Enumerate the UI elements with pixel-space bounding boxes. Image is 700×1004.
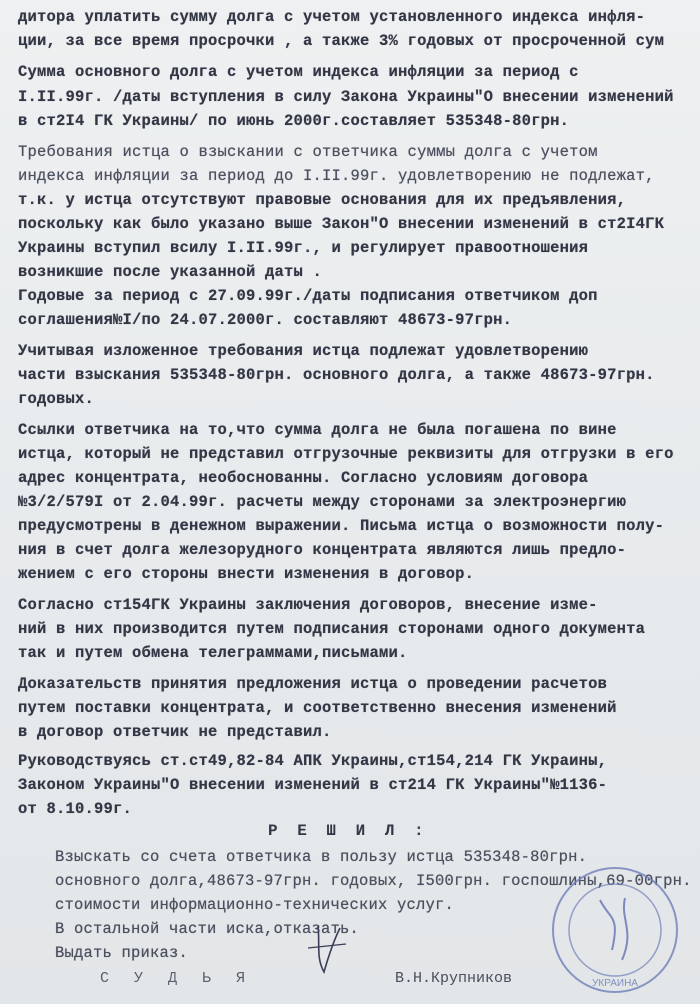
text-line: Сумма основного долга с учетом индекса инфляции за период с: [18, 63, 579, 81]
text-line: Ссылки ответчика на то,что сумма долга не была погашена по вине: [18, 421, 617, 439]
text-line: от 8.10.99г.: [18, 800, 133, 818]
text-line: Доказательств принятия предложения истца о проведении расчетов: [18, 675, 608, 693]
text-line: т.к. у истца отсутствуют правовые основания для их предъявления,: [18, 191, 627, 209]
resolved-heading: Р Е Ш И Л :: [268, 822, 429, 840]
text-line: жением с его стороны внести изменения в договор.: [18, 565, 475, 583]
text-line: истца, который не представил отгрузочные реквизиты для отгрузки в его: [18, 445, 674, 463]
text-line: возникшие после указанной даты .: [18, 263, 323, 281]
text-line: Руководствуясь ст.ст49,82-84 АПК Украины,ст154,214 ГК Украины,: [18, 752, 608, 770]
judge-title: С У Д Ь Я: [100, 970, 254, 987]
text-line: предусмотрены в денежном выражении. Письма истца о возможности полу-: [18, 517, 665, 535]
text-line: дитора уплатить сумму долга с учетом установленного индекса инфля-: [18, 8, 646, 26]
handwritten-signature: [300, 918, 360, 978]
text-line: в ст2I4 ГК Украины/ по июнь 2000г.составляет 535348-80грн.: [18, 112, 570, 130]
text-line: Согласно ст154ГК Украины заключения договоров, внесение изме-: [18, 596, 598, 614]
text-line: индекса инфляции за период до I.II.99г. удовлетворению не подлежат,: [18, 167, 655, 185]
judge-name: В.Н.Крупников: [395, 970, 513, 987]
text-line: части взыскания 535348-80грн. основного долга, а также 48673-97грн.: [18, 366, 655, 384]
text-line: адрес концентрата, необоснованны. Согласно условиям договора: [18, 469, 589, 487]
stamp-text: УКРАИНА: [592, 978, 638, 989]
text-line: соглашения№I/по 24.07.2000г. составляют 48673-97грн.: [18, 311, 513, 329]
text-line: №3/2/579I от 2.04.99г. расчеты между сторонами за электроэнергию: [18, 493, 627, 511]
text-line: Законом Украины"О внесении изменений в ст214 ГК Украины"№1136-: [18, 776, 608, 794]
text-line: основного долга,48673-97грн. годовых, I500грн. госпошлины,69-00грн.: [55, 872, 692, 890]
official-stamp: [540, 860, 690, 1000]
text-line: ния в счет долга железорудного концентрата являются лишь предло-: [18, 541, 627, 559]
text-line: стоимости информационно-технических услуг.: [55, 896, 455, 914]
text-line: I.II.99г. /даты вступления в силу Закона Украины"О внесении изменений: [18, 88, 674, 106]
text-line: Взыскать со счета ответчика в пользу истца 535348-80грн.: [55, 848, 588, 866]
text-line: Украины вступил всилу I.II.99г., и регулирует правоотношения: [18, 239, 589, 257]
text-line: Годовые за период с 27.09.99г./даты подписания ответчиком доп: [18, 287, 598, 305]
text-line: годовых.: [18, 390, 95, 408]
text-line: ции, за все время просрочки , а также 3% годовых от просроченной сум: [18, 32, 665, 50]
text-line: в договор ответчик не представил.: [18, 723, 332, 741]
text-line: так и путем обмена телеграммами,письмами.: [18, 644, 408, 662]
text-line: ний в них производится путем подписания сторонами одного документа: [18, 620, 646, 638]
text-line: путем поставки концентрата, и соответственно внесения изменений: [18, 699, 617, 717]
text-line: Требования истца о взыскании с ответчика суммы долга с учетом: [18, 143, 598, 161]
text-line: В остальной части иска,отказать.: [55, 920, 360, 938]
text-line: поскольку как было указано выше Закон"О внесении изменений в ст2I4ГК: [18, 215, 665, 233]
text-line: Выдать приказ.: [55, 944, 189, 962]
text-line: Учитывая изложенное требования истца подлежат удовлетворению: [18, 342, 589, 360]
